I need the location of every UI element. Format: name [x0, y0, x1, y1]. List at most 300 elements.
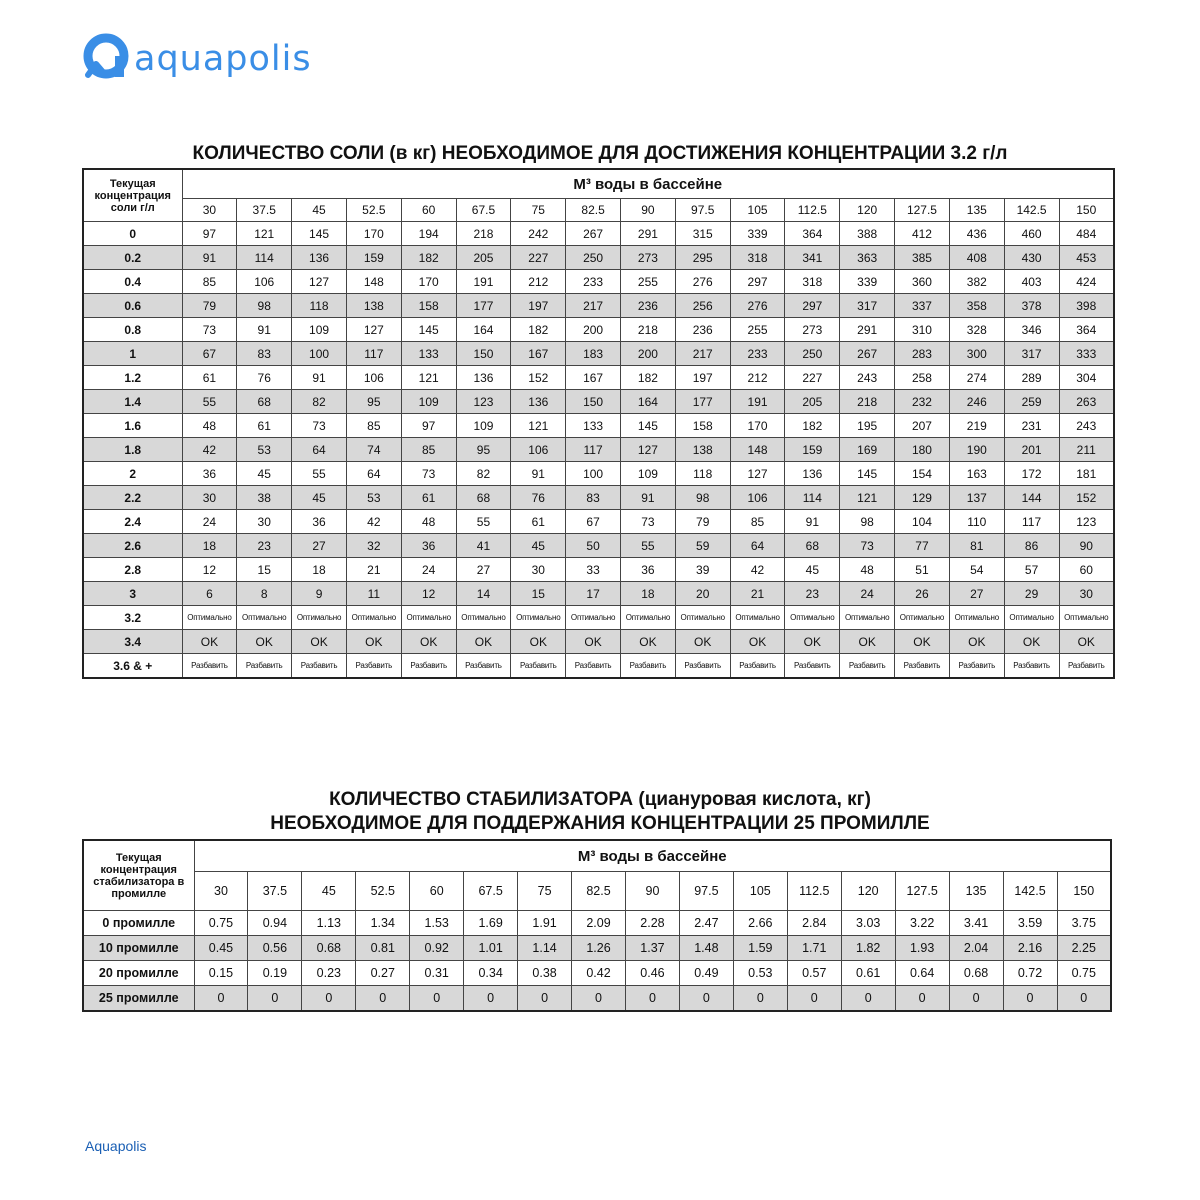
salt-cell: 98 [675, 486, 730, 510]
salt-cell: 183 [566, 342, 621, 366]
salt-cell: 297 [730, 270, 785, 294]
salt-cell: 182 [401, 246, 456, 270]
salt-cell: 207 [895, 414, 950, 438]
salt-cell: 158 [401, 294, 456, 318]
salt-cell: 255 [730, 318, 785, 342]
table-row [83, 606, 1114, 630]
salt-cell: 74 [346, 438, 401, 462]
stabilizer-cell: 1.71 [787, 936, 841, 961]
salt-cell: 27 [292, 534, 347, 558]
table-row [83, 911, 1111, 936]
salt-cell: 64 [730, 534, 785, 558]
salt-volume-0: 30 [182, 199, 237, 222]
salt-cell: 195 [840, 414, 895, 438]
stabilizer-cell: 0 [356, 986, 410, 1012]
stabilizer-volume-15: 142.5 [1003, 872, 1057, 911]
salt-cell: 167 [566, 366, 621, 390]
stabilizer-volume-4: 60 [410, 872, 464, 911]
salt-cell: Оптимально [895, 606, 950, 630]
salt-cell: 41 [456, 534, 511, 558]
salt-cell: 23 [237, 534, 292, 558]
salt-cell: 274 [949, 366, 1004, 390]
salt-cell: 59 [675, 534, 730, 558]
salt-cell: 190 [949, 438, 1004, 462]
salt-row-label: 2.8 [83, 558, 182, 582]
salt-volume-7: 82.5 [566, 199, 621, 222]
salt-cell: 317 [840, 294, 895, 318]
salt-cell: 82 [292, 390, 347, 414]
salt-cell: 300 [949, 342, 1004, 366]
stabilizer-volume-header: М³ воды в бассейне [194, 840, 1111, 872]
stabilizer-cell: 0 [194, 986, 248, 1012]
salt-cell: 273 [621, 246, 676, 270]
salt-cell: 97 [401, 414, 456, 438]
salt-cell: 295 [675, 246, 730, 270]
salt-cell: 180 [895, 438, 950, 462]
salt-cell: 100 [292, 342, 347, 366]
salt-cell: 11 [346, 582, 401, 606]
salt-cell: 121 [511, 414, 566, 438]
salt-cell: 182 [621, 366, 676, 390]
stabilizer-cell: 1.53 [410, 911, 464, 936]
table-row [83, 414, 1114, 438]
table-row [83, 558, 1114, 582]
salt-cell: 256 [675, 294, 730, 318]
salt-cell: 123 [456, 390, 511, 414]
stabilizer-cell: 1.34 [356, 911, 410, 936]
salt-cell: 337 [895, 294, 950, 318]
salt-cell: 273 [785, 318, 840, 342]
salt-row-label: 1.6 [83, 414, 182, 438]
stabilizer-cell: 1.82 [841, 936, 895, 961]
salt-cell: 233 [730, 342, 785, 366]
table-row [83, 222, 1114, 246]
salt-cell: 182 [511, 318, 566, 342]
salt-cell: 150 [566, 390, 621, 414]
salt-cell: 53 [237, 438, 292, 462]
salt-cell: 73 [401, 462, 456, 486]
salt-cell: 91 [785, 510, 840, 534]
salt-cell: 267 [566, 222, 621, 246]
salt-row-label: 0.4 [83, 270, 182, 294]
salt-cell: 144 [1004, 486, 1059, 510]
salt-cell: 233 [566, 270, 621, 294]
salt-cell: 36 [292, 510, 347, 534]
stabilizer-cell: 0.56 [248, 936, 302, 961]
salt-cell: 310 [895, 318, 950, 342]
salt-cell: 55 [292, 462, 347, 486]
salt-cell: 114 [237, 246, 292, 270]
stabilizer-cell: 0.46 [626, 961, 680, 986]
salt-row-label: 0.2 [83, 246, 182, 270]
stabilizer-cell: 2.16 [1003, 936, 1057, 961]
salt-cell: 85 [730, 510, 785, 534]
salt-volume-15: 142.5 [1004, 199, 1059, 222]
salt-cell: 412 [895, 222, 950, 246]
salt-cell: 154 [895, 462, 950, 486]
table-row [83, 936, 1111, 961]
salt-cell: 27 [456, 558, 511, 582]
stabilizer-cell: 0.49 [679, 961, 733, 986]
salt-row-label: 1 [83, 342, 182, 366]
salt-cell: 106 [237, 270, 292, 294]
salt-cell: 129 [895, 486, 950, 510]
salt-cell: 67 [566, 510, 621, 534]
salt-cell: 484 [1059, 222, 1114, 246]
salt-volume-header: М³ воды в бассейне [182, 169, 1114, 199]
salt-cell: 95 [346, 390, 401, 414]
salt-cell: Разбавить [1004, 654, 1059, 679]
salt-cell: 145 [621, 414, 676, 438]
table-row [83, 582, 1114, 606]
salt-cell: 170 [346, 222, 401, 246]
salt-cell: 250 [566, 246, 621, 270]
salt-row-label: 1.8 [83, 438, 182, 462]
salt-cell: Оптимально [511, 606, 566, 630]
salt-cell: 328 [949, 318, 1004, 342]
salt-cell: 145 [840, 462, 895, 486]
stabilizer-cell: 1.93 [895, 936, 949, 961]
salt-cell: 205 [785, 390, 840, 414]
salt-volume-9: 97.5 [675, 199, 730, 222]
salt-cell: 36 [401, 534, 456, 558]
stabilizer-cell: 0 [1057, 986, 1111, 1012]
salt-cell: 30 [237, 510, 292, 534]
table-row [83, 318, 1114, 342]
salt-cell: 60 [1059, 558, 1114, 582]
salt-volume-2: 45 [292, 199, 347, 222]
salt-cell: 211 [1059, 438, 1114, 462]
salt-cell: 346 [1004, 318, 1059, 342]
table-row [83, 961, 1111, 986]
stabilizer-cell: 0.53 [733, 961, 787, 986]
salt-cell: 291 [621, 222, 676, 246]
salt-cell: 169 [840, 438, 895, 462]
salt-cell: 68 [785, 534, 840, 558]
salt-cell: 231 [1004, 414, 1059, 438]
salt-cell: 33 [566, 558, 621, 582]
aquapolis-logo [82, 26, 312, 86]
salt-cell: 364 [785, 222, 840, 246]
salt-cell: 358 [949, 294, 1004, 318]
stabilizer-cell: 3.59 [1003, 911, 1057, 936]
salt-cell: 50 [566, 534, 621, 558]
stabilizer-cell: 3.03 [841, 911, 895, 936]
salt-cell: 48 [840, 558, 895, 582]
salt-cell: 36 [182, 462, 237, 486]
salt-cell: 388 [840, 222, 895, 246]
salt-cell: OK [237, 630, 292, 654]
salt-cell: 109 [456, 414, 511, 438]
stabilizer-row-label: 20 промилле [83, 961, 194, 986]
salt-cell: 18 [182, 534, 237, 558]
salt-cell: 67 [182, 342, 237, 366]
salt-cell: 57 [1004, 558, 1059, 582]
salt-cell: 45 [511, 534, 566, 558]
salt-cell: 267 [840, 342, 895, 366]
stabilizer-cell: 0 [949, 986, 1003, 1012]
salt-cell: 164 [621, 390, 676, 414]
salt-volume-8: 90 [621, 199, 676, 222]
salt-cell: OK [895, 630, 950, 654]
salt-cell: 250 [785, 342, 840, 366]
salt-cell: 460 [1004, 222, 1059, 246]
salt-cell: 227 [511, 246, 566, 270]
salt-cell: OK [346, 630, 401, 654]
salt-cell: 106 [730, 486, 785, 510]
salt-cell: 136 [456, 366, 511, 390]
salt-cell: 398 [1059, 294, 1114, 318]
stabilizer-cell: 0.27 [356, 961, 410, 986]
salt-cell: 378 [1004, 294, 1059, 318]
salt-cell: 83 [566, 486, 621, 510]
logo-mark-icon [82, 31, 132, 81]
salt-cell: 73 [840, 534, 895, 558]
stabilizer-cell: 0.64 [895, 961, 949, 986]
salt-cell: 68 [237, 390, 292, 414]
stabilizer-volume-9: 97.5 [679, 872, 733, 911]
salt-cell: 61 [182, 366, 237, 390]
salt-cell: 79 [675, 510, 730, 534]
salt-cell: 109 [292, 318, 347, 342]
salt-cell: OK [292, 630, 347, 654]
salt-cell: 39 [675, 558, 730, 582]
salt-cell: 73 [621, 510, 676, 534]
salt-cell: Оптимально [730, 606, 785, 630]
salt-cell: 152 [1059, 486, 1114, 510]
salt-cell: 136 [785, 462, 840, 486]
stabilizer-cell: 2.84 [787, 911, 841, 936]
stabilizer-cell: 3.41 [949, 911, 1003, 936]
stabilizer-cell: 2.47 [679, 911, 733, 936]
stabilizer-cell: 1.14 [518, 936, 572, 961]
salt-cell: 61 [237, 414, 292, 438]
salt-cell: 91 [621, 486, 676, 510]
salt-row-label: 3.6 & + [83, 654, 182, 679]
salt-cell: 83 [237, 342, 292, 366]
salt-cell: 424 [1059, 270, 1114, 294]
salt-cell: 32 [346, 534, 401, 558]
salt-cell: 200 [621, 342, 676, 366]
salt-cell: OK [949, 630, 1004, 654]
salt-cell: Разбавить [675, 654, 730, 679]
salt-row-label: 2.2 [83, 486, 182, 510]
salt-cell: 38 [237, 486, 292, 510]
salt-cell: 79 [182, 294, 237, 318]
salt-cell: Разбавить [730, 654, 785, 679]
stabilizer-cell: 0 [518, 986, 572, 1012]
salt-cell: 197 [675, 366, 730, 390]
table-row [83, 294, 1114, 318]
stabilizer-cell: 0 [1003, 986, 1057, 1012]
salt-cell: 85 [182, 270, 237, 294]
stabilizer-cell: 0.75 [1057, 961, 1111, 986]
salt-cell: 201 [1004, 438, 1059, 462]
salt-cell: 6 [182, 582, 237, 606]
salt-cell: 385 [895, 246, 950, 270]
stabilizer-cell: 0.23 [302, 961, 356, 986]
salt-cell: OK [730, 630, 785, 654]
salt-cell: 317 [1004, 342, 1059, 366]
stabilizer-cell: 0 [248, 986, 302, 1012]
salt-cell: 21 [346, 558, 401, 582]
salt-cell: 18 [621, 582, 676, 606]
stabilizer-volume-1: 37.5 [248, 872, 302, 911]
table-row [83, 438, 1114, 462]
salt-cell: Оптимально [182, 606, 237, 630]
salt-cell: 42 [182, 438, 237, 462]
salt-cell: Оптимально [1059, 606, 1114, 630]
salt-cell: Разбавить [346, 654, 401, 679]
salt-cell: 243 [1059, 414, 1114, 438]
salt-cell: 109 [621, 462, 676, 486]
salt-cell: 159 [785, 438, 840, 462]
salt-cell: 191 [456, 270, 511, 294]
stabilizer-cell: 1.48 [679, 936, 733, 961]
salt-cell: OK [785, 630, 840, 654]
salt-row-label: 0 [83, 222, 182, 246]
stabilizer-volume-8: 90 [626, 872, 680, 911]
table-row [83, 486, 1114, 510]
salt-cell: 12 [182, 558, 237, 582]
salt-cell: 127 [730, 462, 785, 486]
salt-row-label: 0.6 [83, 294, 182, 318]
stabilizer-cell: 0 [787, 986, 841, 1012]
stabilizer-cell: 0.92 [410, 936, 464, 961]
salt-cell: Разбавить [456, 654, 511, 679]
salt-cell: 341 [785, 246, 840, 270]
salt-cell: 158 [675, 414, 730, 438]
stabilizer-volume-14: 135 [949, 872, 1003, 911]
stabilizer-cell: 0 [895, 986, 949, 1012]
stabilizer-volume-7: 82.5 [572, 872, 626, 911]
salt-cell: 42 [346, 510, 401, 534]
salt-cell: Разбавить [511, 654, 566, 679]
salt-table [82, 168, 1115, 679]
salt-cell: 104 [895, 510, 950, 534]
salt-cell: Разбавить [401, 654, 456, 679]
salt-cell: 12 [401, 582, 456, 606]
stabilizer-cell: 0 [464, 986, 518, 1012]
salt-corner-label: Текущая концентрация соли г/л [83, 169, 182, 222]
salt-cell: 91 [237, 318, 292, 342]
salt-cell: 138 [675, 438, 730, 462]
salt-cell: Оптимально [675, 606, 730, 630]
stabilizer-cell: 0.61 [841, 961, 895, 986]
table-row [83, 510, 1114, 534]
salt-cell: 68 [456, 486, 511, 510]
salt-cell: 118 [292, 294, 347, 318]
stabilizer-cell: 0.45 [194, 936, 248, 961]
stabilizer-cell: 2.09 [572, 911, 626, 936]
salt-cell: 117 [346, 342, 401, 366]
table-row [83, 270, 1114, 294]
salt-cell: Разбавить [785, 654, 840, 679]
table-row [83, 246, 1114, 270]
salt-volume-13: 127.5 [895, 199, 950, 222]
salt-cell: Разбавить [895, 654, 950, 679]
salt-cell: Разбавить [237, 654, 292, 679]
logo-text: aquapolis [134, 39, 312, 79]
stabilizer-cell: 0.19 [248, 961, 302, 986]
stabilizer-table-title-line2: НЕОБХОДИМОЕ ДЛЯ ПОДДЕРЖАНИЯ КОНЦЕНТРАЦИИ 25 ПРОМИЛЛЕ [270, 813, 930, 834]
salt-cell: Разбавить [621, 654, 676, 679]
salt-cell: Оптимально [840, 606, 895, 630]
salt-cell: 403 [1004, 270, 1059, 294]
salt-cell: 259 [1004, 390, 1059, 414]
salt-cell: 121 [237, 222, 292, 246]
salt-cell: 127 [292, 270, 347, 294]
salt-cell: 76 [237, 366, 292, 390]
salt-cell: 243 [840, 366, 895, 390]
stabilizer-cell: 1.37 [626, 936, 680, 961]
salt-row-label: 3.4 [83, 630, 182, 654]
stabilizer-cell: 1.69 [464, 911, 518, 936]
stabilizer-cell: 0.38 [518, 961, 572, 986]
salt-cell: 90 [1059, 534, 1114, 558]
salt-cell: 212 [730, 366, 785, 390]
salt-cell: 45 [292, 486, 347, 510]
salt-cell: 29 [1004, 582, 1059, 606]
salt-cell: 164 [456, 318, 511, 342]
salt-cell: 363 [840, 246, 895, 270]
salt-cell: 453 [1059, 246, 1114, 270]
salt-cell: 73 [292, 414, 347, 438]
salt-row-label: 2.4 [83, 510, 182, 534]
salt-cell: 133 [566, 414, 621, 438]
salt-cell: 148 [730, 438, 785, 462]
salt-cell: 117 [1004, 510, 1059, 534]
salt-cell: 61 [401, 486, 456, 510]
stabilizer-cell: 2.04 [949, 936, 1003, 961]
stabilizer-cell: 1.91 [518, 911, 572, 936]
stabilizer-cell: 0 [410, 986, 464, 1012]
salt-cell: 227 [785, 366, 840, 390]
salt-cell: 339 [730, 222, 785, 246]
table-row [83, 986, 1111, 1012]
salt-cell: 200 [566, 318, 621, 342]
stabilizer-volume-12: 120 [841, 872, 895, 911]
salt-cell: 17 [566, 582, 621, 606]
salt-cell: 24 [401, 558, 456, 582]
stabilizer-row-label: 0 промилле [83, 911, 194, 936]
salt-cell: 170 [401, 270, 456, 294]
salt-cell: 81 [949, 534, 1004, 558]
salt-cell: 21 [730, 582, 785, 606]
salt-cell: 236 [675, 318, 730, 342]
salt-cell: 289 [1004, 366, 1059, 390]
salt-cell: 45 [237, 462, 292, 486]
salt-cell: 159 [346, 246, 401, 270]
salt-cell: OK [511, 630, 566, 654]
salt-cell: 136 [292, 246, 347, 270]
salt-cell: 170 [730, 414, 785, 438]
stabilizer-cell: 1.59 [733, 936, 787, 961]
salt-cell: 436 [949, 222, 1004, 246]
stabilizer-cell: 0.94 [248, 911, 302, 936]
salt-cell: 123 [1059, 510, 1114, 534]
salt-cell: Оптимально [1004, 606, 1059, 630]
salt-cell: 55 [456, 510, 511, 534]
salt-cell: 177 [456, 294, 511, 318]
table-row [83, 534, 1114, 558]
salt-cell: 218 [840, 390, 895, 414]
stabilizer-volume-11: 112.5 [787, 872, 841, 911]
salt-row-label: 1.4 [83, 390, 182, 414]
salt-cell: OK [675, 630, 730, 654]
salt-cell: 172 [1004, 462, 1059, 486]
salt-row-label: 2 [83, 462, 182, 486]
